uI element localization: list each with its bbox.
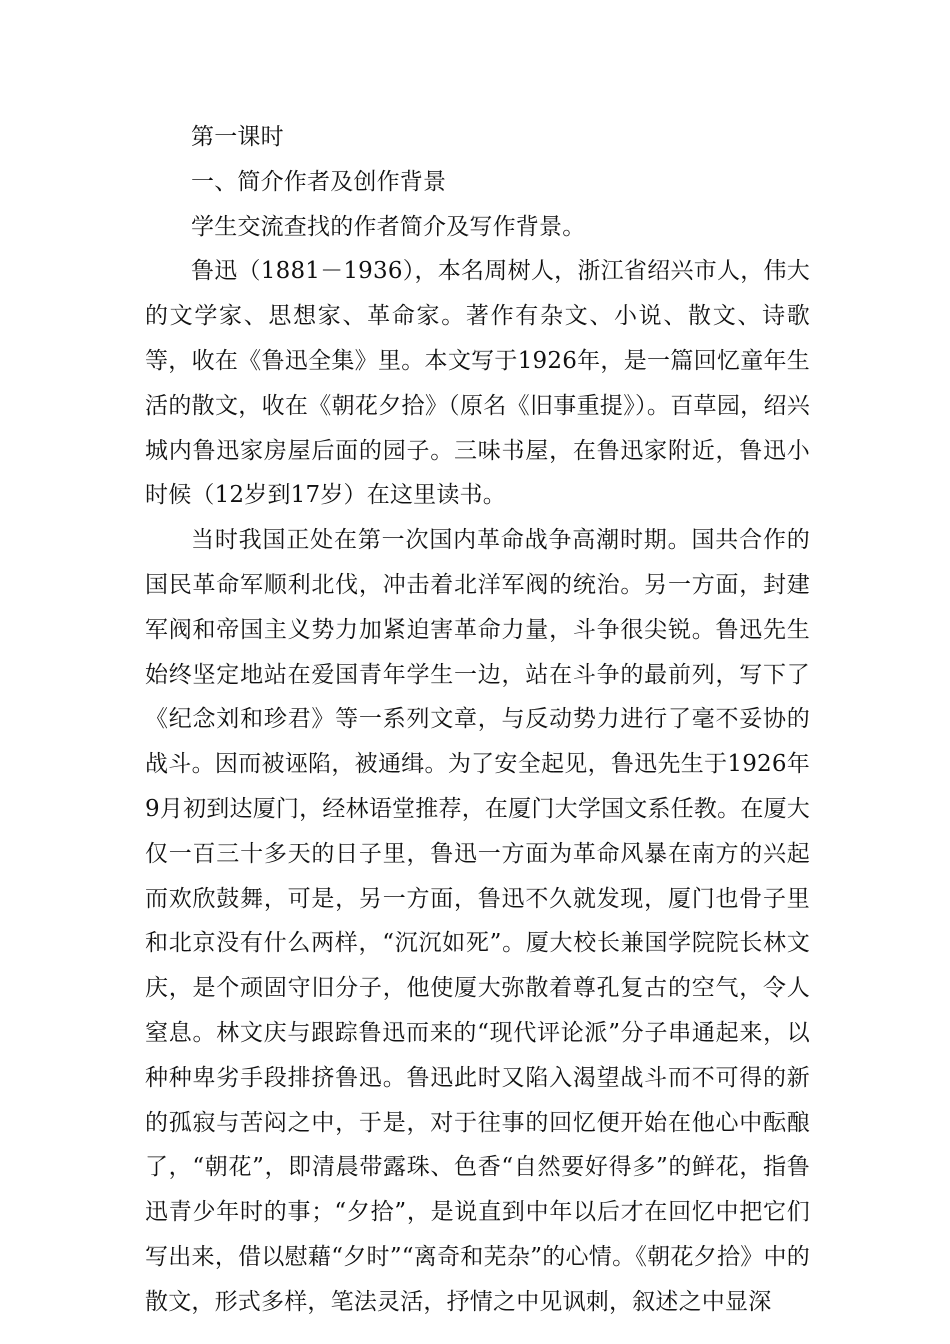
document-body [145,115,810,1325]
intro-paragraph: 学生交流查找的作者简介及写作背景。 [191,213,586,240]
author-bio-paragraph: 鲁迅（1881－1936），本名周树人，浙江省绍兴市人，伟大的文学家、思想家、革命家。著作有杂文、小说、散文、诗歌等，收在《鲁迅全集》里。本文写于1926年，是一篇回忆童年生活的散文，收在《朝花夕拾》（原名《旧事重提》）。百草园，绍兴城内鲁迅家房屋后面的园子。三味书屋，在鲁迅家附近，鲁迅小时候（12岁到17岁）在这里读书。 [145,258,810,509]
section-heading: 一、简介作者及创作背景 [191,168,447,195]
background-paragraph: 当时我国正处在第一次国内革命战争高潮时期。国共合作的国民革命军顺利北伐，冲击着北洋军阀的统治。另一方面，封建军阀和帝国主义势力加紧迫害革命力量，斗争很尖锐。鲁迅先生始终坚定地站在爱国青年学生一边，站在斗争的最前列，写下了《纪念刘和珍君》等一系列文章，与反动势力进行了毫不妥协的战斗。因而被诬陷，被通缉。为了安全起见，鲁迅先生于1926年9月初到达厦门，经林语堂推荐，在厦门大学国文系任教。在厦大仅一百三十多天的日子里，鲁迅一方面为革命风暴在南方的兴起而欢欣鼓舞，可是，另一方面，鲁迅不久就发现，厦门也骨子里和北京没有什么两样，“沉沉如死”。厦大校长兼国学院院长林文庆，是个顽固守旧分子，他使厦大弥散着尊孔复古的空气，令人窒息。林文庆与跟踪鲁迅而来的“现代评论派”分子串通起来，以种种卑劣手段排挤鲁迅。鲁迅此时又陷入渴望战斗而不可得的新的孤寂与苦闷之中，于是，对于往事的回忆便开始在他心中酝酿了，“朝花”，即清晨带露珠、色香“自然要好得多”的鲜花，指鲁迅青少年时的事；“夕拾”，是说直到中年以后才在回忆中把它们写出来，借以慰藉“夕时”“离奇和芜杂”的心情。《朝花夕拾》中的散文，形式多样，笔法灵活，抒情之中见讽刺，叙述之中显深 [145,527,810,1315]
lesson-heading: 第一课时 [191,124,284,150]
